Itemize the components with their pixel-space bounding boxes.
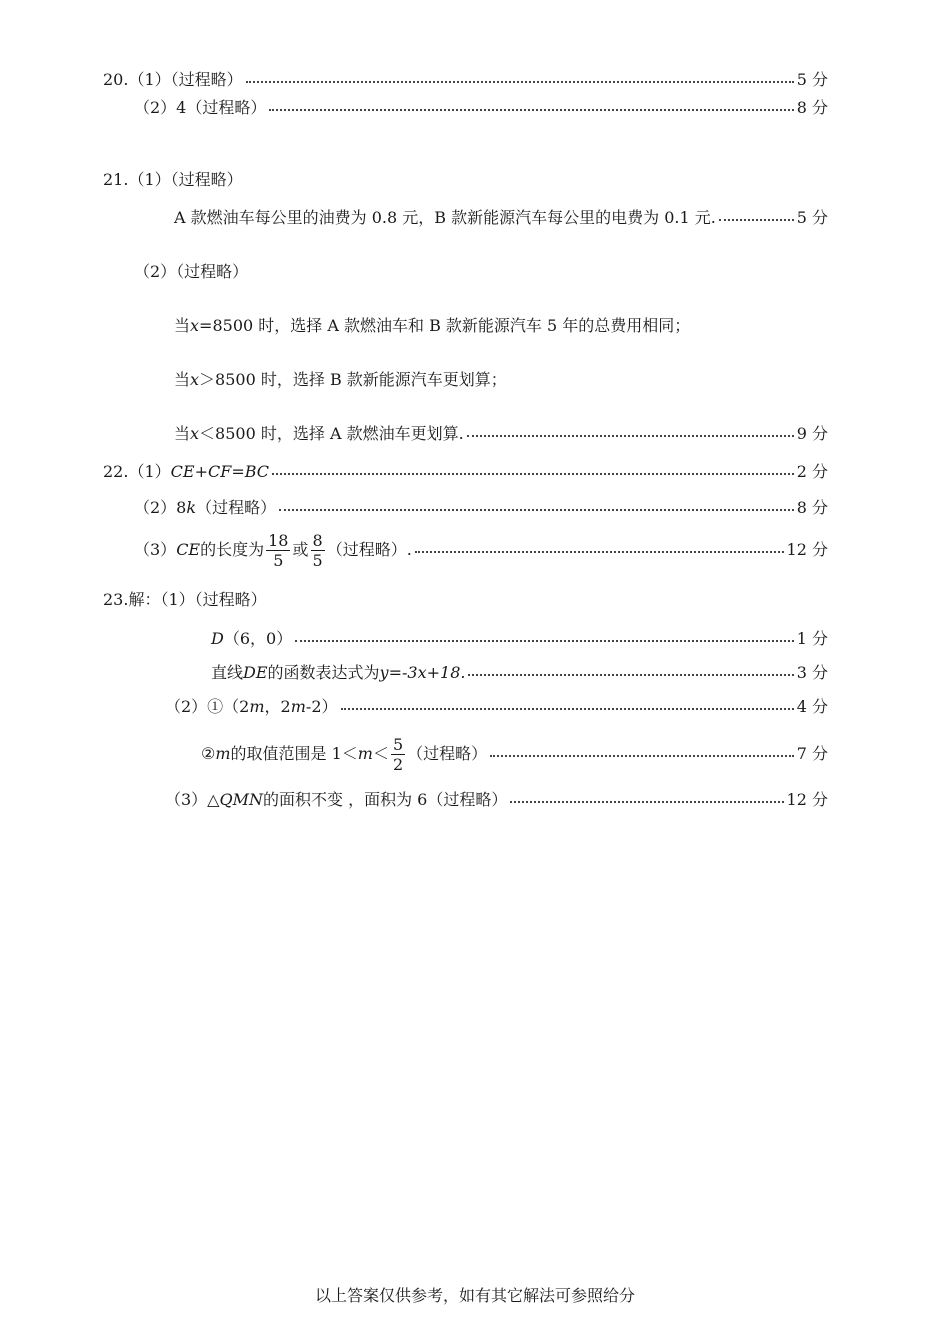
less-than: ＜ [372,744,389,763]
q22-part2-score: 8 分 [796,498,828,517]
dot-leader [510,801,783,803]
dot-leader [468,674,793,676]
q23-part3-score: 12 分 [786,790,828,809]
q22-part1-expression: CE+CF=BC [170,462,270,481]
q23-part2-score: 4 分 [796,697,828,716]
case3-text: ＜8500 时，选择 A 款燃油车更划算. [199,424,464,443]
dot-leader [719,219,794,221]
q21-case3-line [174,424,828,444]
fraction-18-5 [266,531,290,570]
q20-part1-line [103,70,828,90]
dot-leader [279,509,794,511]
q21-part1-answer-line [174,208,828,228]
q22-part3-score: 12 分 [786,540,828,559]
q23-part3-line [165,790,828,810]
fraction-denominator: 5 [273,550,284,570]
q23-part2-line [165,697,828,717]
q23-point-d-line [211,629,828,649]
q23-part2-separator: ，2 [264,697,291,716]
q21-case3-score: 9 分 [796,424,828,443]
variable-m: m [249,697,265,716]
case-prefix: 当 [174,316,191,335]
q22-part2-note: （过程略） [196,498,277,517]
fraction-denominator: 2 [392,754,404,774]
q23-part3-prefix: （3）△ [165,790,220,809]
variable-qmn: QMN [219,790,263,809]
q21-case2-line [174,370,507,390]
q22-part3-text: 的长度为 [200,540,265,559]
line-de-text: 的函数表达式为 [267,663,380,682]
q22-part1-number: 22.（1） [103,462,171,481]
variable-m: m [290,697,306,716]
variable-x: x [190,370,200,389]
fraction-denominator: 5 [312,550,323,570]
dot-leader [246,81,794,83]
q20-part1-label: 20.（1）（过程略） [103,70,243,89]
q22-part2-line [134,498,828,518]
q22-part1-score: 2 分 [796,462,828,481]
line-de-prefix: 直线 [211,663,244,682]
line-de-expression: y=-3x+18. [379,663,466,682]
case-prefix: 当 [174,370,191,389]
variable-x: x [190,316,200,335]
q21-part2-label: （2）（过程略） [134,262,249,281]
q22-part1-line [103,462,828,482]
q22-part3-or: 或 [292,540,309,559]
q22-part3-line [134,528,828,572]
q20-part2-label: （2）4（过程略） [134,98,267,117]
q22-part3-note: （过程略）. [326,540,412,559]
fraction-8-5 [311,531,325,570]
range-text: 的取值范围是 1＜ [230,744,358,763]
variable-m: m [357,744,373,763]
footer-note: 以上答案仅供参考，如有其它解法可参照给分 [314,1286,635,1305]
fraction-5-2 [391,735,405,774]
q20-part2-score: 8 分 [796,98,828,117]
q23-header: 23.解：（1）（过程略） [103,590,267,609]
circled-two: ② [201,744,216,763]
dot-leader [490,755,794,757]
dot-leader [272,473,794,475]
q23-header-line [103,590,267,610]
variable-d: D [211,629,224,648]
q23-range-line [201,731,828,777]
dot-leader [269,109,793,111]
q23-line-de-score: 3 分 [796,663,828,682]
fraction-numerator: 18 [268,530,289,550]
fraction-numerator: 5 [392,734,404,754]
dot-leader [415,551,784,553]
variable-de: DE [243,663,268,682]
variable-ce: CE [176,540,201,559]
point-d-coordinates: （6，0） [223,629,293,648]
case2-text: ＞8500 时，选择 B 款新能源汽车更划算； [199,370,507,389]
q20-part2-line [134,98,828,118]
q21-part1-line [103,170,243,190]
dot-leader [341,708,794,710]
q23-part3-text: 的面积不变 ，面积为 6（过程略） [263,790,508,809]
q21-part1-label: 21.（1）（过程略） [103,170,243,189]
q23-line-de-line [211,663,828,683]
q23-part2-prefix: （2）①（2 [165,697,250,716]
q21-case1-line [174,316,690,336]
range-note: （过程略） [407,744,488,763]
variable-k: k [186,498,197,517]
q22-part2-number: （2）8 [134,498,187,517]
case1-text: =8500 时，选择 A 款燃油车和 B 款新能源汽车 5 年的总费用相同； [199,316,691,335]
q23-point-d-score: 1 分 [796,629,828,648]
q20-part1-score: 5 分 [796,70,828,89]
q21-part1-answer: A 款燃油车每公里的油费为 0.8 元，B 款新能源汽车每公里的电费为 0.1 元. [174,208,716,227]
case-prefix: 当 [174,424,191,443]
q23-range-score: 7 分 [796,744,828,763]
fraction-numerator: 8 [312,530,323,550]
dot-leader [295,640,794,642]
variable-x: x [190,424,200,443]
dot-leader [467,435,794,437]
variable-m: m [215,744,231,763]
q22-part3-number: （3） [134,540,177,559]
q23-part2-suffix: -2） [305,697,338,716]
q21-part1-score: 5 分 [796,208,828,227]
q21-part2-line [134,262,248,282]
